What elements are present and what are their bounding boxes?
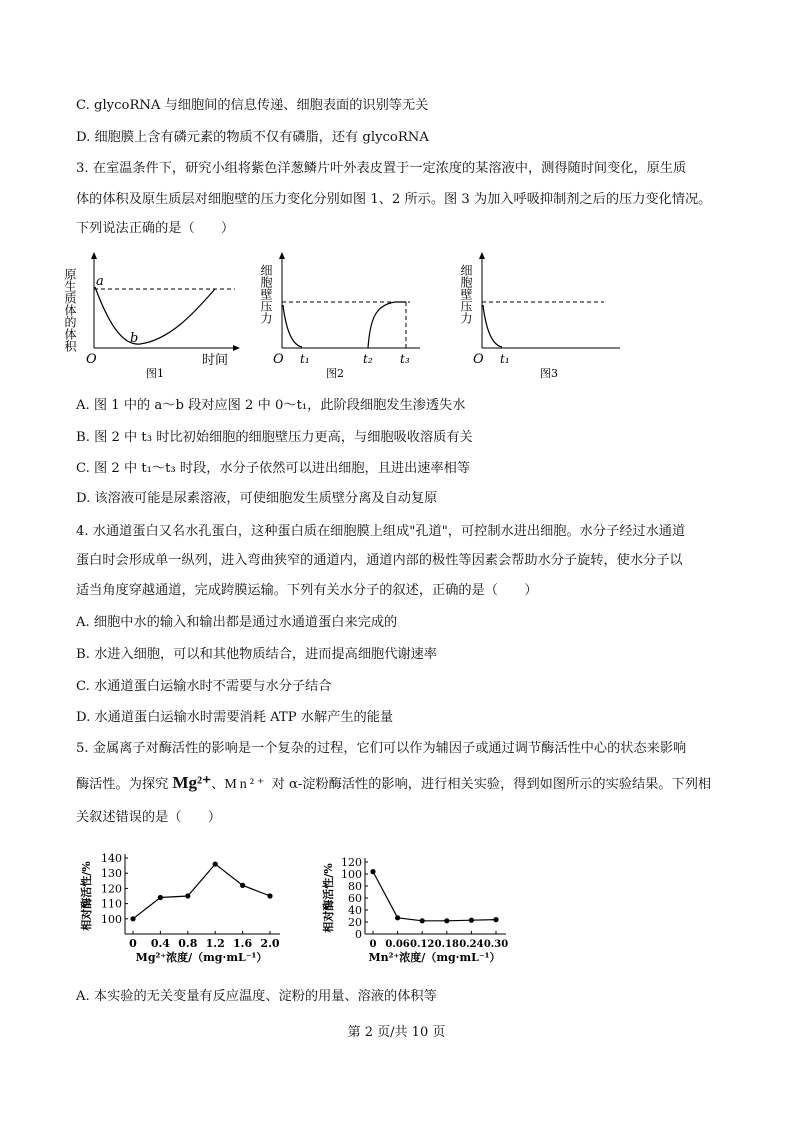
data-point: [370, 869, 375, 874]
option-4d: D. 水通道蛋白运输水时需要消耗 ATP 水解产生的能量: [76, 710, 394, 725]
y-axis-label: 相对酶活性/%: [322, 863, 335, 933]
option-4c: C. 水通道蛋白运输水时不需要与水分子结合: [76, 679, 332, 694]
y-axis-label: 相对酶活性/%: [80, 861, 93, 931]
y-tick-label: 0: [355, 928, 362, 941]
fig2-caption: 图2: [326, 367, 344, 380]
q5-line2-post: 对 α-淀粉酶活性的影响，进行相关实验，得到如图所示的实验结果。下列相: [267, 777, 712, 792]
figure-3: [459, 252, 620, 380]
data-point: [420, 918, 425, 923]
x-tick-label: 0.24: [459, 939, 484, 950]
page-footer: 第 2 页/共 10 页: [347, 1025, 446, 1040]
fig3-origin: O: [473, 352, 484, 367]
option-3d: D. 该溶液可能是尿素溶液，可使细胞发生质壁分离及自动复原: [76, 491, 438, 506]
data-point: [469, 918, 474, 923]
data-point: [395, 915, 400, 920]
y-tick-label: 20: [348, 916, 362, 929]
question-4-line1: 4. 水通道蛋白又名水孔蛋白，这种蛋白质在细胞膜上组成"孔道"，可控制水进出细胞。水分子经过水通道: [76, 524, 686, 539]
fig3-caption: 图3: [540, 367, 558, 380]
data-point: [444, 918, 449, 923]
fig1-ylabel: 原生质体的体积: [63, 268, 77, 352]
series-line: [133, 864, 270, 919]
option-4a: A. 细胞中水的输入和输出都是通过水通道蛋白来完成的: [76, 615, 398, 630]
mn-ion: Mn²⁺: [224, 777, 268, 792]
data-point: [185, 893, 190, 898]
question-5-line3: 关叙述错误的是（ ）: [76, 810, 222, 825]
mg-chart: [76, 848, 296, 973]
option-3d-prev: D. 细胞膜上含有磷元素的物质不仅有磷脂，还有 glycoRNA: [76, 130, 429, 145]
x-tick-label: 0: [369, 939, 377, 950]
figures-1-3: [63, 250, 670, 385]
question-3-line2: 体的体积及原生质层对细胞壁的压力变化分别如图 1、2 所示。图 3 为加入呼吸抑制剂之后的压力变化情况。: [76, 192, 712, 207]
x-tick-label: 1.2: [205, 937, 225, 950]
data-point: [213, 861, 218, 866]
data-point: [240, 883, 245, 888]
x-axis-label: Mg²⁺浓度/（mg·mL⁻¹）: [135, 951, 268, 964]
fig3-t1: t₁: [500, 352, 510, 366]
y-tick-label: 60: [348, 892, 362, 905]
question-5-line1: 5. 金属离子对酶活性的影响是一个复杂的过程，它们可以作为辅因子或通过调节酶活性中心的状态来影响: [76, 741, 687, 756]
y-tick-label: 120: [341, 856, 362, 869]
x-tick-label: 0.06: [385, 939, 410, 950]
x-tick-label: 0.8: [178, 937, 198, 950]
fig1-label-b: b: [130, 331, 139, 346]
figure-2: [259, 252, 420, 380]
fig1-xlabel: 时间: [202, 353, 229, 368]
data-point: [493, 917, 498, 922]
y-tick-label: 110: [101, 897, 122, 911]
x-tick-label: 1.6: [233, 937, 253, 950]
fig1-origin: O: [86, 352, 97, 367]
fig2-t3: t₃: [400, 352, 410, 366]
fig3-ylabel: 细胞壁压力: [459, 264, 473, 324]
option-4b: B. 水进入细胞，可以和其他物质结合，进而提高细胞代谢速率: [76, 647, 437, 662]
data-point: [267, 893, 272, 898]
q5-line2-pre: 酶活性。为探究: [76, 777, 173, 792]
option-3b: B. 图 2 中 t₃ 时比初始细胞的细胞壁压力更高，与细胞吸收溶质有关: [76, 430, 473, 445]
fig2-ylabel: 细胞壁压力: [259, 264, 273, 324]
x-tick-label: 0.4: [150, 937, 170, 950]
option-5a: A. 本实验的无关变量有反应温度、淀粉的用量、溶液的体积等: [76, 989, 437, 1004]
question-4-line3: 适当角度穿越通道，完成跨膜运输。下列有关水分子的叙述，正确的是（ ）: [76, 583, 538, 598]
question-5-line2: [76, 774, 711, 794]
q5-sep: 、: [211, 777, 225, 792]
data-point: [130, 916, 135, 921]
x-axis-label: Mn²⁺浓度/（mg·mL⁻¹）: [368, 951, 501, 964]
mg-ion: Mg²⁺: [172, 773, 212, 792]
fig1-caption: 图1: [146, 367, 164, 380]
question-3-line3: 下列说法正确的是（ ）: [76, 221, 235, 236]
y-tick-label: 80: [348, 880, 362, 893]
fig2-t1: t₁: [300, 352, 310, 366]
fig2-origin: O: [273, 352, 284, 367]
question-4-line2: 蛋白时会形成单一纵列，进入弯曲狭窄的通道内，通道内部的极性等因素会帮助水分子旋转，使水分子以: [76, 553, 683, 568]
x-tick-label: 0.30: [483, 939, 509, 950]
data-point: [158, 895, 163, 900]
option-3a: A. 图 1 中的 a～b 段对应图 2 中 0～t₁，此阶段细胞发生渗透失水: [76, 398, 466, 413]
fig2-t2: t₂: [363, 352, 373, 366]
y-tick-label: 100: [101, 912, 122, 926]
x-tick-label: 0: [129, 937, 137, 950]
x-tick-label: 2.0: [260, 937, 280, 950]
option-3c: C. 图 2 中 t₁～t₃ 时段，水分子依然可以进出细胞，且进出速率相等: [76, 461, 471, 476]
question-3-line1: 3. 在室温条件下，研究小组将紫色洋葱鳞片叶外表皮置于一定浓度的某溶液中，测得随时间变化，原生质: [76, 161, 687, 176]
mn-chart: [320, 848, 530, 973]
fig1-label-a: a: [96, 274, 104, 289]
x-tick-label: 0.12: [410, 939, 435, 950]
option-3c-prev: C. glycoRNA 与细胞间的信息传递、细胞表面的识别等无关: [76, 98, 429, 113]
x-tick-label: 0.18: [434, 939, 459, 950]
y-tick-label: 40: [348, 904, 362, 917]
y-tick-label: 100: [341, 868, 362, 881]
y-tick-label: 140: [101, 852, 122, 865]
y-tick-label: 120: [101, 882, 122, 896]
series-line: [373, 872, 496, 921]
y-tick-label: 130: [101, 867, 122, 881]
figure-1: [63, 252, 240, 380]
